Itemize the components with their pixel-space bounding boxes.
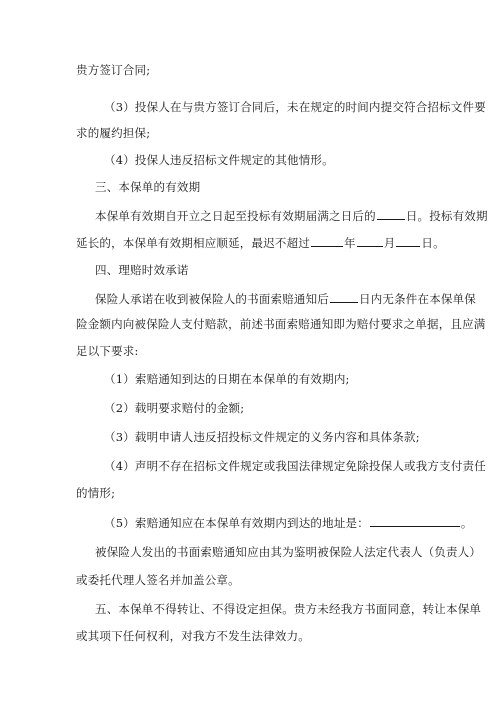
fill-blank-days <box>377 208 405 220</box>
text-line-16: 的情形; <box>76 486 116 500</box>
text-line-3: 求的履约担保; <box>76 126 151 140</box>
section-heading-validity: 三、本保单的有效期 <box>95 180 201 194</box>
text-line-17-part-b: 。 <box>460 516 473 530</box>
text-line-18: 被保险人发出的书面索赔通知应由其为鉴明被保险人法定代表人（负责人） <box>95 545 482 559</box>
text-line-6-part-a: 本保单有效期自开立之日起至投标有效期届满之日后的 <box>95 209 376 223</box>
text-line-14: （3）载明申请人违反招投标文件规定的义务内容和具体条款; <box>104 430 420 444</box>
text-line-2: （3）投保人在与贵方签订合同后，未在规定的时间内提交符合招标文件要 <box>104 100 486 114</box>
text-line-1: 贵方签订合同; <box>76 63 151 77</box>
text-line-15: （4）声明不存在招标文件规定或我国法律规定免除投保人或我方支付责任 <box>104 459 486 473</box>
text-line-7 <box>76 235 445 250</box>
text-line-7-year: 年 <box>344 236 356 250</box>
section-heading-claims: 四、理赔时效承诺 <box>95 263 189 277</box>
text-line-17 <box>104 515 473 530</box>
text-line-7-month: 月 <box>383 236 396 250</box>
text-line-11: 足以下要求: <box>76 344 139 358</box>
text-line-10: 险金额内向被保险人支付赔款，前述书面索赔通知即为赔付要求之单据，且应满 <box>76 317 486 331</box>
text-line-6 <box>95 208 488 223</box>
text-line-9-part-b: 日内无条件在本保单保 <box>359 292 476 306</box>
text-line-4: （4）投保人违反招标文件规定的其他情形。 <box>104 153 334 167</box>
fill-blank-claim-days <box>330 291 358 303</box>
text-line-13: （2）载明要求赔付的金额; <box>104 401 245 415</box>
text-line-6-part-b: 日。投标有效期 <box>405 209 488 223</box>
text-line-17-part-a: （5）索赔通知应在本保单有效期内到达的地址是： <box>104 516 369 530</box>
text-line-12: （1）索赔通知到达的日期在本保单的有效期内; <box>104 372 350 386</box>
text-line-7-part-a: 延长的，本保单有效期相应顺延，最迟不超过 <box>76 236 310 250</box>
fill-blank-month <box>357 235 383 247</box>
text-line-19: 或委托代理人签名并加盖公章。 <box>76 573 240 587</box>
text-line-21: 或其项下任何权利，对我方不发生法律效力。 <box>76 629 310 643</box>
fill-blank-year <box>311 235 343 247</box>
text-line-9 <box>95 291 476 306</box>
fill-blank-address <box>370 515 460 527</box>
section-heading-transfer: 五、本保单不得转让、不得设定担保。贵方未经我方书面同意，转让本保单 <box>95 602 482 616</box>
text-line-9-part-a: 保险人承诺在收到被保险人的书面索赔通知后 <box>95 292 329 306</box>
text-line-7-day: 日。 <box>421 236 445 250</box>
fill-blank-day <box>396 235 420 247</box>
